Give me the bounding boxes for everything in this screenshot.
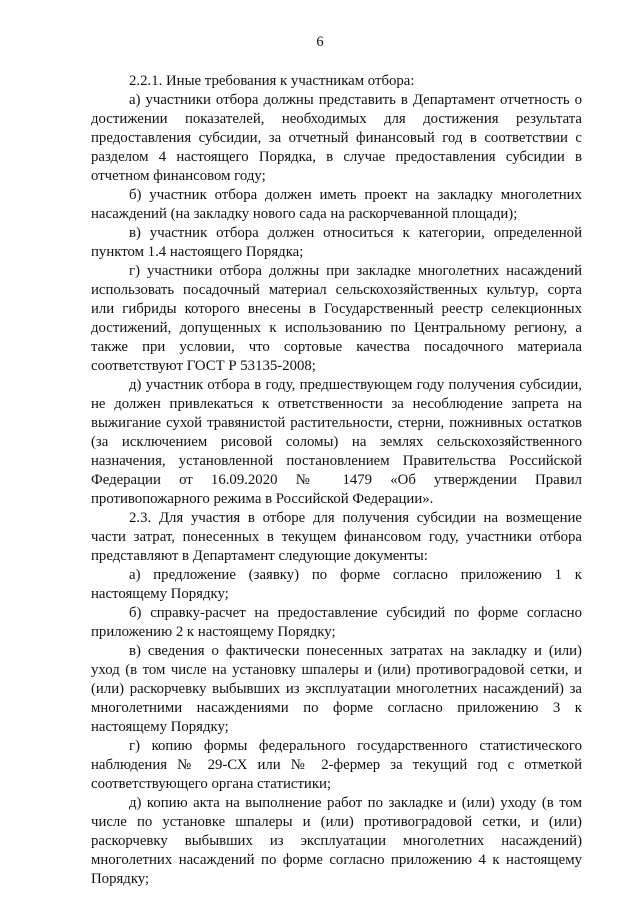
paragraph-2-3-v: в) сведения о фактически понесенных затратах на закладку и (или) уход (в том числе на установку шпалеры и (или) противоградовой сетки, и (или) раскорчевку выбывших из эксплуатации многолетних насаждений) за многолетними насаждениями по форме согласно приложению 3 к настоящему Порядку;	[91, 643, 582, 735]
paragraph-2-2-1-heading: 2.2.1. Иные требования к участникам отбора:	[129, 73, 415, 89]
paragraph-2-3-g: г) копию формы федерального государственного статистического наблюдения № 29-СХ или № 2-фермер за текущий год с отметкой соответствующего органа статистики;	[91, 738, 582, 792]
paragraph-2-3-a: а) предложение (заявку) по форме согласно приложению 1 к настоящему Порядку;	[91, 567, 582, 602]
paragraph-2-3-d: д) копию акта на выполнение работ по закладке и (или) уходу (в том числе по установке шпалеры и (или) противоградовой сетки, и (или) раскорчевку выбывших из эксплуатации многолетних насаждений) многолетних насаждений по форме согласно приложению 4 к настоящему Порядку;	[91, 795, 582, 887]
paragraph-2-2-1-b: б) участник отбора должен иметь проект на закладку многолетних насаждений (на закладку нового сада на раскорчеванной площади);	[91, 187, 582, 222]
paragraph-2-2-1-a: а) участники отбора должны представить в Департамент отчетность о достижении показателей, необходимых для достижения результата предоставления субсидии, за отчетный финансовый год в соответствии с разделом 4 настоящего Порядка, в случае предоставления субсидии в отчетном финансовом году;	[91, 92, 582, 184]
paragraph-2-3-b: б) справку-расчет на предоставление субсидий по форме согласно приложению 2 к настоящему Порядку;	[91, 605, 582, 640]
paragraph-2-2-1-v: в) участник отбора должен относиться к категории, определенной пунктом 1.4 настоящего Порядка;	[91, 225, 582, 260]
paragraph-2-2-1-g: г) участники отбора должны при закладке многолетних насаждений использовать посадочный материал сельскохозяйственных культур, сорта или гибриды которого внесены в Государственный реестр селекционных достижений, допущенных к использованию по Центральному региону, а также при условии, что сортовые качества посадочного материала соответствуют ГОСТ Р 53135-2008;	[91, 263, 582, 374]
paragraph-2-2-1-d: д) участник отбора в году, предшествующем году получения субсидии, не должен привлекаться к ответственности за несоблюдение запрета на выжигание сухой травянистой растительности, стерни, пожнивных остатков (за исключением рисовой соломы) на землях сельскохозяйственного назначения, установленной постановлением Правительства Российской Федерации от 16.09.2020 № 1479 «Об утверждении Правил противопожарного режима в Российской Федерации».	[91, 377, 582, 507]
page-number: 6	[316, 34, 324, 50]
paragraph-2-3-heading: 2.3. Для участия в отборе для получения субсидии на возмещение части затрат, понесенных в текущем финансовом году, участники отбора представляют в Департамент следующие документы:	[91, 510, 582, 564]
document-body	[91, 72, 582, 889]
